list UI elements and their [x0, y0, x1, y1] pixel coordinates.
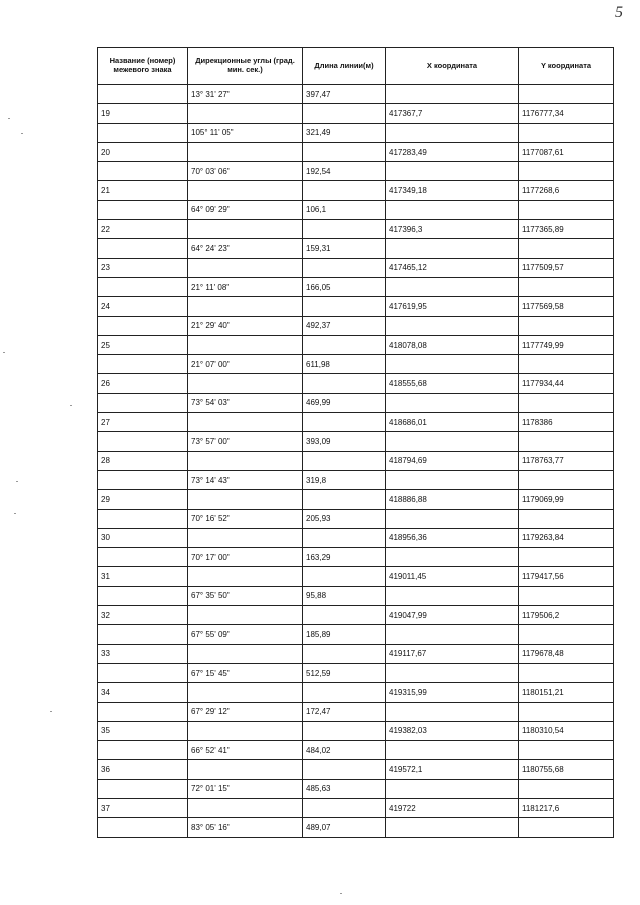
cell-x	[386, 625, 519, 644]
cell-angle: 70° 03' 06"	[188, 162, 303, 181]
boundary-coordinates-table	[97, 47, 614, 838]
cell-length	[303, 798, 386, 817]
cell-y	[519, 625, 614, 644]
cell-name: 22	[98, 220, 188, 239]
cell-length: 485,63	[303, 779, 386, 798]
cell-name: 35	[98, 721, 188, 740]
cell-length	[303, 567, 386, 586]
cell-name	[98, 239, 188, 258]
cell-y: 1179506,2	[519, 606, 614, 625]
table-row	[98, 760, 614, 779]
cell-y	[519, 586, 614, 605]
cell-length	[303, 528, 386, 547]
cell-angle	[188, 374, 303, 393]
cell-length: 166,05	[303, 277, 386, 296]
cell-length: 205,93	[303, 509, 386, 528]
cell-y	[519, 162, 614, 181]
cell-x	[386, 393, 519, 412]
cell-x: 418078,08	[386, 335, 519, 354]
cell-y: 1179417,56	[519, 567, 614, 586]
cell-name: 20	[98, 142, 188, 161]
cell-angle: 105° 11' 05"	[188, 123, 303, 142]
cell-y	[519, 316, 614, 335]
cell-length	[303, 451, 386, 470]
table-row	[98, 297, 614, 316]
table-row	[98, 644, 614, 663]
cell-name	[98, 200, 188, 219]
table-row	[98, 818, 614, 837]
cell-angle	[188, 644, 303, 663]
table-row	[98, 702, 614, 721]
cell-name: 30	[98, 528, 188, 547]
cell-y	[519, 200, 614, 219]
cell-x: 419117,67	[386, 644, 519, 663]
cell-name	[98, 162, 188, 181]
cell-name	[98, 663, 188, 682]
cell-name: 26	[98, 374, 188, 393]
cell-y: 1180310,54	[519, 721, 614, 740]
cell-name: 29	[98, 490, 188, 509]
table-row	[98, 142, 614, 161]
cell-x	[386, 162, 519, 181]
cell-name: 21	[98, 181, 188, 200]
header-length: Длина линии(м)	[303, 48, 386, 85]
cell-x: 417283,49	[386, 142, 519, 161]
table-row	[98, 528, 614, 547]
cell-x: 419047,99	[386, 606, 519, 625]
cell-length: 512,59	[303, 663, 386, 682]
cell-angle	[188, 606, 303, 625]
cell-y: 1177365,89	[519, 220, 614, 239]
cell-x: 418686,01	[386, 413, 519, 432]
cell-name	[98, 548, 188, 567]
cell-x: 417367,7	[386, 104, 519, 123]
cell-y	[519, 277, 614, 296]
cell-y	[519, 355, 614, 374]
table-row	[98, 316, 614, 335]
cell-name	[98, 818, 188, 837]
cell-x	[386, 239, 519, 258]
cell-length	[303, 413, 386, 432]
cell-name	[98, 355, 188, 374]
cell-x: 419382,03	[386, 721, 519, 740]
cell-x	[386, 548, 519, 567]
cell-length	[303, 258, 386, 277]
cell-angle: 21° 07' 00"	[188, 355, 303, 374]
cell-angle: 67° 55' 09"	[188, 625, 303, 644]
cell-x: 417619,95	[386, 297, 519, 316]
scan-speck	[340, 893, 342, 894]
table-row	[98, 625, 614, 644]
cell-angle	[188, 142, 303, 161]
cell-x	[386, 702, 519, 721]
table-header-row	[98, 48, 614, 85]
cell-angle	[188, 490, 303, 509]
table-row	[98, 104, 614, 123]
cell-name	[98, 123, 188, 142]
cell-angle	[188, 567, 303, 586]
table-row	[98, 470, 614, 489]
scan-speck	[21, 133, 23, 134]
header-y: Y координата	[519, 48, 614, 85]
cell-y: 1179678,48	[519, 644, 614, 663]
cell-name: 19	[98, 104, 188, 123]
cell-length	[303, 374, 386, 393]
cell-angle	[188, 181, 303, 200]
cell-angle	[188, 798, 303, 817]
cell-length	[303, 335, 386, 354]
cell-x: 419572,1	[386, 760, 519, 779]
cell-length: 393,09	[303, 432, 386, 451]
cell-angle	[188, 721, 303, 740]
cell-y	[519, 702, 614, 721]
table-row	[98, 586, 614, 605]
cell-length: 163,29	[303, 548, 386, 567]
cell-y: 1181217,6	[519, 798, 614, 817]
cell-length	[303, 683, 386, 702]
table-row	[98, 393, 614, 412]
cell-name	[98, 432, 188, 451]
cell-length: 106,1	[303, 200, 386, 219]
table-row	[98, 741, 614, 760]
page-number: 5	[615, 4, 623, 21]
header-x: X координата	[386, 48, 519, 85]
table-row	[98, 683, 614, 702]
cell-name: 31	[98, 567, 188, 586]
cell-x: 418555,68	[386, 374, 519, 393]
cell-y: 1177749,99	[519, 335, 614, 354]
cell-length	[303, 220, 386, 239]
cell-y: 1177509,57	[519, 258, 614, 277]
cell-angle	[188, 760, 303, 779]
table-row	[98, 606, 614, 625]
cell-angle: 67° 29' 12"	[188, 702, 303, 721]
cell-angle: 64° 09' 29"	[188, 200, 303, 219]
cell-x: 418886,88	[386, 490, 519, 509]
table-row	[98, 779, 614, 798]
cell-angle: 21° 29' 40"	[188, 316, 303, 335]
table-row	[98, 123, 614, 142]
cell-y: 1180151,21	[519, 683, 614, 702]
cell-x	[386, 663, 519, 682]
cell-x: 417349,18	[386, 181, 519, 200]
table-row	[98, 721, 614, 740]
cell-x	[386, 470, 519, 489]
cell-length: 172,47	[303, 702, 386, 721]
cell-name	[98, 85, 188, 104]
cell-y: 1180755,68	[519, 760, 614, 779]
cell-name	[98, 779, 188, 798]
cell-name: 25	[98, 335, 188, 354]
cell-angle: 73° 57' 00"	[188, 432, 303, 451]
cell-y: 1178763,77	[519, 451, 614, 470]
cell-length: 492,37	[303, 316, 386, 335]
cell-y: 1178386	[519, 413, 614, 432]
cell-name: 34	[98, 683, 188, 702]
cell-x: 418794,69	[386, 451, 519, 470]
table-row	[98, 451, 614, 470]
cell-name: 36	[98, 760, 188, 779]
cell-name: 32	[98, 606, 188, 625]
cell-y	[519, 432, 614, 451]
table-row	[98, 85, 614, 104]
cell-y	[519, 470, 614, 489]
table-row	[98, 220, 614, 239]
cell-y: 1179069,99	[519, 490, 614, 509]
cell-length: 95,88	[303, 586, 386, 605]
cell-x	[386, 432, 519, 451]
cell-x	[386, 85, 519, 104]
table-row	[98, 200, 614, 219]
header-angle: Дирекционные углы (град. мин. сек.)	[188, 48, 303, 85]
cell-x	[386, 277, 519, 296]
cell-length: 469,99	[303, 393, 386, 412]
cell-angle: 64° 24' 23"	[188, 239, 303, 258]
cell-angle	[188, 297, 303, 316]
cell-angle	[188, 104, 303, 123]
cell-x	[386, 316, 519, 335]
cell-angle: 67° 35' 50"	[188, 586, 303, 605]
cell-y	[519, 548, 614, 567]
cell-name: 23	[98, 258, 188, 277]
cell-length: 611,98	[303, 355, 386, 374]
cell-length	[303, 721, 386, 740]
table-row	[98, 355, 614, 374]
cell-angle: 70° 16' 52"	[188, 509, 303, 528]
cell-name: 28	[98, 451, 188, 470]
cell-length	[303, 490, 386, 509]
cell-y: 1179263,84	[519, 528, 614, 547]
cell-x	[386, 741, 519, 760]
cell-x	[386, 586, 519, 605]
cell-y: 1176777,34	[519, 104, 614, 123]
table-row	[98, 663, 614, 682]
cell-length	[303, 142, 386, 161]
cell-angle	[188, 528, 303, 547]
cell-x	[386, 779, 519, 798]
cell-angle: 66° 52' 41"	[188, 741, 303, 760]
cell-length	[303, 644, 386, 663]
cell-name	[98, 509, 188, 528]
cell-angle	[188, 220, 303, 239]
cell-angle: 73° 54' 03"	[188, 393, 303, 412]
table-row	[98, 548, 614, 567]
table-row	[98, 335, 614, 354]
cell-angle: 83° 05' 16"	[188, 818, 303, 837]
cell-y	[519, 741, 614, 760]
table-row	[98, 258, 614, 277]
cell-x: 417465,12	[386, 258, 519, 277]
cell-length	[303, 297, 386, 316]
cell-angle	[188, 258, 303, 277]
cell-length: 192,54	[303, 162, 386, 181]
table-row	[98, 162, 614, 181]
cell-y	[519, 393, 614, 412]
scan-speck	[14, 513, 16, 514]
cell-length: 319,8	[303, 470, 386, 489]
table-row	[98, 567, 614, 586]
cell-angle	[188, 413, 303, 432]
cell-y	[519, 818, 614, 837]
cell-y: 1177268,6	[519, 181, 614, 200]
cell-x: 417396,3	[386, 220, 519, 239]
cell-y	[519, 85, 614, 104]
table-body	[98, 85, 614, 838]
cell-length	[303, 104, 386, 123]
cell-length: 489,07	[303, 818, 386, 837]
cell-angle	[188, 683, 303, 702]
cell-y: 1177934,44	[519, 374, 614, 393]
table-row	[98, 490, 614, 509]
cell-name: 37	[98, 798, 188, 817]
cell-name	[98, 393, 188, 412]
cell-x: 419722	[386, 798, 519, 817]
cell-angle: 13° 31' 27"	[188, 85, 303, 104]
cell-name	[98, 316, 188, 335]
cell-x	[386, 123, 519, 142]
scan-speck	[50, 711, 52, 712]
cell-name: 33	[98, 644, 188, 663]
cell-name: 27	[98, 413, 188, 432]
cell-x: 419011,45	[386, 567, 519, 586]
cell-x: 418956,36	[386, 528, 519, 547]
cell-x	[386, 355, 519, 374]
cell-name	[98, 702, 188, 721]
table-row	[98, 798, 614, 817]
cell-x	[386, 509, 519, 528]
cell-angle: 67° 15' 45"	[188, 663, 303, 682]
cell-angle: 72° 01' 15"	[188, 779, 303, 798]
cell-length: 159,31	[303, 239, 386, 258]
cell-length: 484,02	[303, 741, 386, 760]
cell-name	[98, 741, 188, 760]
scan-speck	[70, 405, 72, 406]
cell-y	[519, 123, 614, 142]
table-row	[98, 239, 614, 258]
cell-angle	[188, 335, 303, 354]
cell-name	[98, 277, 188, 296]
cell-name	[98, 625, 188, 644]
cell-angle: 21° 11' 08"	[188, 277, 303, 296]
table-row	[98, 509, 614, 528]
cell-y	[519, 663, 614, 682]
cell-x	[386, 818, 519, 837]
cell-y	[519, 239, 614, 258]
cell-y	[519, 779, 614, 798]
scan-speck	[3, 352, 5, 353]
cell-length: 185,89	[303, 625, 386, 644]
cell-length	[303, 606, 386, 625]
cell-name	[98, 470, 188, 489]
cell-length	[303, 760, 386, 779]
table-row	[98, 374, 614, 393]
cell-x: 419315,99	[386, 683, 519, 702]
table-row	[98, 181, 614, 200]
header-name: Название (номер) межевого знака	[98, 48, 188, 85]
cell-y: 1177087,61	[519, 142, 614, 161]
cell-name: 24	[98, 297, 188, 316]
cell-length: 397,47	[303, 85, 386, 104]
cell-y	[519, 509, 614, 528]
cell-angle	[188, 451, 303, 470]
cell-length	[303, 181, 386, 200]
cell-angle: 73° 14' 43"	[188, 470, 303, 489]
table-row	[98, 277, 614, 296]
scan-speck	[16, 481, 18, 482]
table-row	[98, 432, 614, 451]
cell-length: 321,49	[303, 123, 386, 142]
scan-speck	[8, 118, 10, 119]
cell-angle: 70° 17' 00"	[188, 548, 303, 567]
cell-name	[98, 586, 188, 605]
cell-x	[386, 200, 519, 219]
table-row	[98, 413, 614, 432]
cell-y: 1177569,58	[519, 297, 614, 316]
